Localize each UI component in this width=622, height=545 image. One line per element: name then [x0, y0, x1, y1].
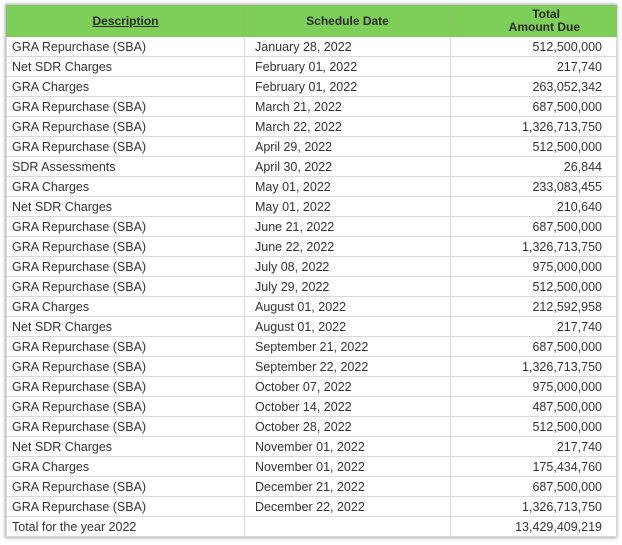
row-amount-due: 487,500,000 [451, 397, 617, 417]
row-schedule-date: June 22, 2022 [245, 237, 451, 257]
row-amount-due: 512,500,000 [451, 37, 617, 57]
row-schedule-date: April 30, 2022 [245, 157, 451, 177]
row-schedule-date: March 21, 2022 [245, 97, 451, 117]
row-description: GRA Repurchase (SBA) [7, 337, 245, 357]
row-schedule-date: November 01, 2022 [245, 437, 451, 457]
table-row [7, 437, 617, 457]
row-amount-due: 512,500,000 [451, 417, 617, 437]
row-description: GRA Repurchase (SBA) [7, 237, 245, 257]
row-amount-due: 975,000,000 [451, 257, 617, 277]
row-amount-due: 1,326,713,750 [451, 117, 617, 137]
table-row [7, 397, 617, 417]
row-schedule-date: September 21, 2022 [245, 337, 451, 357]
table-row [7, 137, 617, 157]
row-schedule-date: November 01, 2022 [245, 457, 451, 477]
table-row [7, 237, 617, 257]
row-amount-due: 687,500,000 [451, 97, 617, 117]
row-amount-due: 1,326,713,750 [451, 357, 617, 377]
row-schedule-date: August 01, 2022 [245, 297, 451, 317]
row-amount-due: 1,326,713,750 [451, 497, 617, 517]
column-header-total-amount-due [451, 6, 617, 37]
row-description: SDR Assessments [7, 157, 245, 177]
table-row [7, 217, 617, 237]
row-schedule-date: March 22, 2022 [245, 117, 451, 137]
row-amount-due: 687,500,000 [451, 217, 617, 237]
row-amount-due: 212,592,958 [451, 297, 617, 317]
row-schedule-date: February 01, 2022 [245, 57, 451, 77]
row-schedule-date: October 14, 2022 [245, 397, 451, 417]
payment-schedule-table [6, 5, 617, 537]
row-description: GRA Charges [7, 77, 245, 97]
row-amount-due: 210,640 [451, 197, 617, 217]
row-amount-due: 233,083,455 [451, 177, 617, 197]
schedule-table-container [6, 5, 616, 537]
row-schedule-date: December 22, 2022 [245, 497, 451, 517]
table-row [7, 357, 617, 377]
row-schedule-date: September 22, 2022 [245, 357, 451, 377]
row-description: Net SDR Charges [7, 197, 245, 217]
row-description: GRA Charges [7, 457, 245, 477]
table-row [7, 377, 617, 397]
row-description: GRA Repurchase (SBA) [7, 97, 245, 117]
row-description: GRA Charges [7, 177, 245, 197]
table-row [7, 77, 617, 97]
row-amount-due: 263,052,342 [451, 77, 617, 97]
row-amount-due: 512,500,000 [451, 277, 617, 297]
total-row [7, 517, 617, 537]
table-body [7, 37, 617, 537]
row-amount-due: 26,844 [451, 157, 617, 177]
row-amount-due: 217,740 [451, 437, 617, 457]
row-description: GRA Repurchase (SBA) [7, 117, 245, 137]
row-schedule-date: October 07, 2022 [245, 377, 451, 397]
row-description: GRA Repurchase (SBA) [7, 217, 245, 237]
table-row [7, 457, 617, 477]
row-description: GRA Repurchase (SBA) [7, 477, 245, 497]
description-header-link[interactable]: Description [92, 13, 159, 28]
row-schedule-date: July 08, 2022 [245, 257, 451, 277]
row-amount-due: 975,000,000 [451, 377, 617, 397]
table-row [7, 97, 617, 117]
row-description: GRA Repurchase (SBA) [7, 357, 245, 377]
table-row [7, 417, 617, 437]
total-empty-cell [245, 517, 451, 537]
row-description: Net SDR Charges [7, 317, 245, 337]
row-description: GRA Repurchase (SBA) [7, 397, 245, 417]
table-row [7, 117, 617, 137]
row-description: Net SDR Charges [7, 437, 245, 457]
row-amount-due: 1,326,713,750 [451, 237, 617, 257]
row-amount-due: 512,500,000 [451, 137, 617, 157]
row-amount-due: 175,434,760 [451, 457, 617, 477]
row-amount-due: 217,740 [451, 317, 617, 337]
table-row [7, 197, 617, 217]
amount-header-line1: Total [532, 7, 560, 21]
row-amount-due: 687,500,000 [451, 337, 617, 357]
table-row [7, 477, 617, 497]
row-description: GRA Repurchase (SBA) [7, 37, 245, 57]
row-schedule-date: January 28, 2022 [245, 37, 451, 57]
row-schedule-date: May 01, 2022 [245, 197, 451, 217]
amount-header-line2: Amount Due [508, 20, 580, 34]
row-description: GRA Repurchase (SBA) [7, 417, 245, 437]
table-row [7, 317, 617, 337]
row-schedule-date: May 01, 2022 [245, 177, 451, 197]
row-schedule-date: August 01, 2022 [245, 317, 451, 337]
row-description: Net SDR Charges [7, 57, 245, 77]
row-schedule-date: February 01, 2022 [245, 77, 451, 97]
table-row [7, 497, 617, 517]
table-row [7, 177, 617, 197]
row-schedule-date: December 21, 2022 [245, 477, 451, 497]
row-amount-due: 687,500,000 [451, 477, 617, 497]
row-description: GRA Repurchase (SBA) [7, 257, 245, 277]
table-row [7, 37, 617, 57]
table-row [7, 57, 617, 77]
table-row [7, 297, 617, 317]
row-schedule-date: July 29, 2022 [245, 277, 451, 297]
total-amount: 13,429,409,219 [451, 517, 617, 537]
row-schedule-date: June 21, 2022 [245, 217, 451, 237]
table-row [7, 157, 617, 177]
table-row [7, 337, 617, 357]
row-description: GRA Repurchase (SBA) [7, 497, 245, 517]
row-amount-due: 217,740 [451, 57, 617, 77]
table-header-row [7, 6, 617, 37]
row-description: GRA Repurchase (SBA) [7, 137, 245, 157]
table-row [7, 257, 617, 277]
column-header-schedule-date: Schedule Date [245, 6, 451, 37]
column-header-description[interactable] [7, 6, 245, 37]
row-description: GRA Repurchase (SBA) [7, 277, 245, 297]
table-row [7, 277, 617, 297]
row-schedule-date: October 28, 2022 [245, 417, 451, 437]
total-label: Total for the year 2022 [7, 517, 245, 537]
row-description: GRA Repurchase (SBA) [7, 377, 245, 397]
row-schedule-date: April 29, 2022 [245, 137, 451, 157]
row-description: GRA Charges [7, 297, 245, 317]
